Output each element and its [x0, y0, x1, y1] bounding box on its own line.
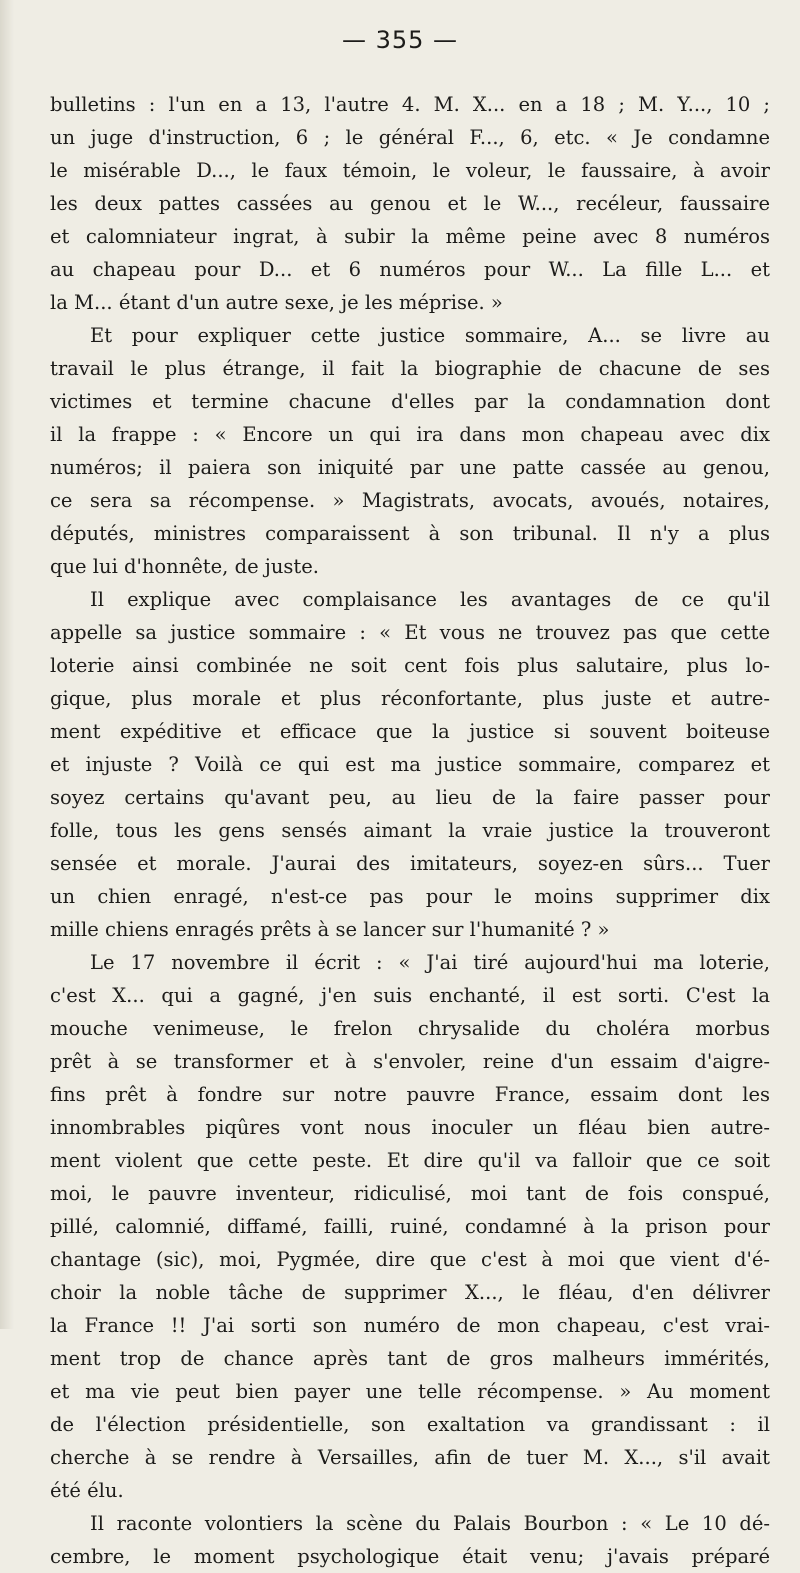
text-line: ment violent que cette peste. Et dire qu'il va falloir que ce soit [50, 1149, 770, 1172]
text-line: Il explique avec complaisance les avantages de ce qu'il [90, 588, 770, 611]
text-line: ment expéditive et efficace que la justice si souvent boiteuse [50, 720, 770, 743]
text-line: appelle sa justice sommaire : « Et vous ne trouvez pas que cette [50, 621, 770, 644]
text-line: chantage (sic), moi, Pygmée, dire que c'est à moi que vient d'é- [50, 1248, 770, 1271]
text-line: loterie ainsi combinée ne soit cent fois plus salutaire, plus lo- [50, 654, 770, 677]
text-line: mille chiens enragés prêts à se lancer sur l'humanité ? » [50, 918, 610, 941]
text-line: les deux pattes cassées au genou et le W..., recéleur, faussaire [50, 192, 770, 215]
text-line: cembre, le moment psychologique était venu; j'avais préparé [50, 1545, 770, 1568]
page-edge-shadow [0, 0, 14, 1329]
text-line: ment trop de chance après tant de gros malheurs immérités, [50, 1347, 770, 1370]
text-line: mouche venimeuse, le frelon chrysalide du choléra morbus [50, 1017, 770, 1040]
text-line: gique, plus morale et plus réconfortante, plus juste et autre- [50, 687, 770, 710]
text-line: que lui d'honnête, de juste. [50, 555, 319, 578]
text-line: un juge d'instruction, 6 ; le général F..., 6, etc. « Je condamne [50, 126, 770, 149]
text-line: pillé, calomnié, diffamé, failli, ruiné, condamné à la prison pour [50, 1215, 770, 1238]
text-line: bulletins : l'un en a 13, l'autre 4. M. X... en a 18 ; M. Y..., 10 ; [50, 93, 770, 116]
text-line: Le 17 novembre il écrit : « J'ai tiré aujourd'hui ma loterie, [90, 951, 770, 974]
text-line: et ma vie peut bien payer une telle récompense. » Au moment [50, 1380, 770, 1403]
text-line: il la frappe : « Encore un qui ira dans mon chapeau avec dix [50, 423, 770, 446]
text-line: choir la noble tâche de supprimer X..., le fléau, d'en délivrer [50, 1281, 770, 1304]
text-line: prêt à se transformer et à s'envoler, reine d'un essaim d'aigre- [50, 1050, 770, 1073]
text-line: Il raconte volontiers la scène du Palais Bourbon : « Le 10 dé- [90, 1512, 770, 1535]
text-line: innombrables piqûres vont nous inoculer un fléau bien autre- [50, 1116, 770, 1139]
text-line: au chapeau pour D... et 6 numéros pour W... La fille L... et [50, 258, 770, 281]
text-line: cherche à se rendre à Versailles, afin de tuer M. X..., s'il avait [50, 1446, 770, 1469]
text-line: et calomniateur ingrat, à subir la même peine avec 8 numéros [50, 225, 770, 248]
text-line: de l'élection présidentielle, son exaltation va grandissant : il [50, 1413, 770, 1436]
text-line: le misérable D..., le faux témoin, le voleur, le faussaire, à avoir [50, 159, 770, 182]
page-number: — 355 — [341, 26, 459, 54]
text-line: travail le plus étrange, il fait la biographie de chacune de ses [50, 357, 770, 380]
text-line: numéros; il paiera son iniquité par une patte cassée au genou, [50, 456, 770, 479]
text-line: c'est X... qui a gagné, j'en suis enchanté, il est sorti. C'est la [50, 984, 770, 1007]
text-line: moi, le pauvre inventeur, ridiculisé, moi tant de fois conspué, [50, 1182, 770, 1205]
text-line: sensée et morale. J'aurai des imitateurs, soyez-en sûrs... Tuer [50, 852, 770, 875]
body-text [50, 88, 770, 1573]
text-line: fins prêt à fondre sur notre pauvre France, essaim dont les [50, 1083, 770, 1106]
text-line: un chien enragé, n'est-ce pas pour le moins supprimer dix [50, 885, 770, 908]
text-line: et injuste ? Voilà ce qui est ma justice sommaire, comparez et [50, 753, 770, 776]
text-line: soyez certains qu'avant peu, au lieu de la faire passer pour [50, 786, 770, 809]
text-line: députés, ministres comparaissent à son tribunal. Il n'y a plus [50, 522, 770, 545]
text-line: été élu. [50, 1479, 124, 1502]
text-line: la M... étant d'un autre sexe, je les méprise. » [50, 291, 503, 314]
text-line: la France !! J'ai sorti son numéro de mon chapeau, c'est vrai- [50, 1314, 770, 1337]
text-line: ce sera sa récompense. » Magistrats, avocats, avoués, notaires, [50, 489, 770, 512]
text-line: folle, tous les gens sensés aimant la vraie justice la trouveront [50, 819, 770, 842]
text-line: Et pour expliquer cette justice sommaire, A... se livre au [90, 324, 770, 347]
text-line: victimes et termine chacune d'elles par la condamnation dont [50, 390, 770, 413]
